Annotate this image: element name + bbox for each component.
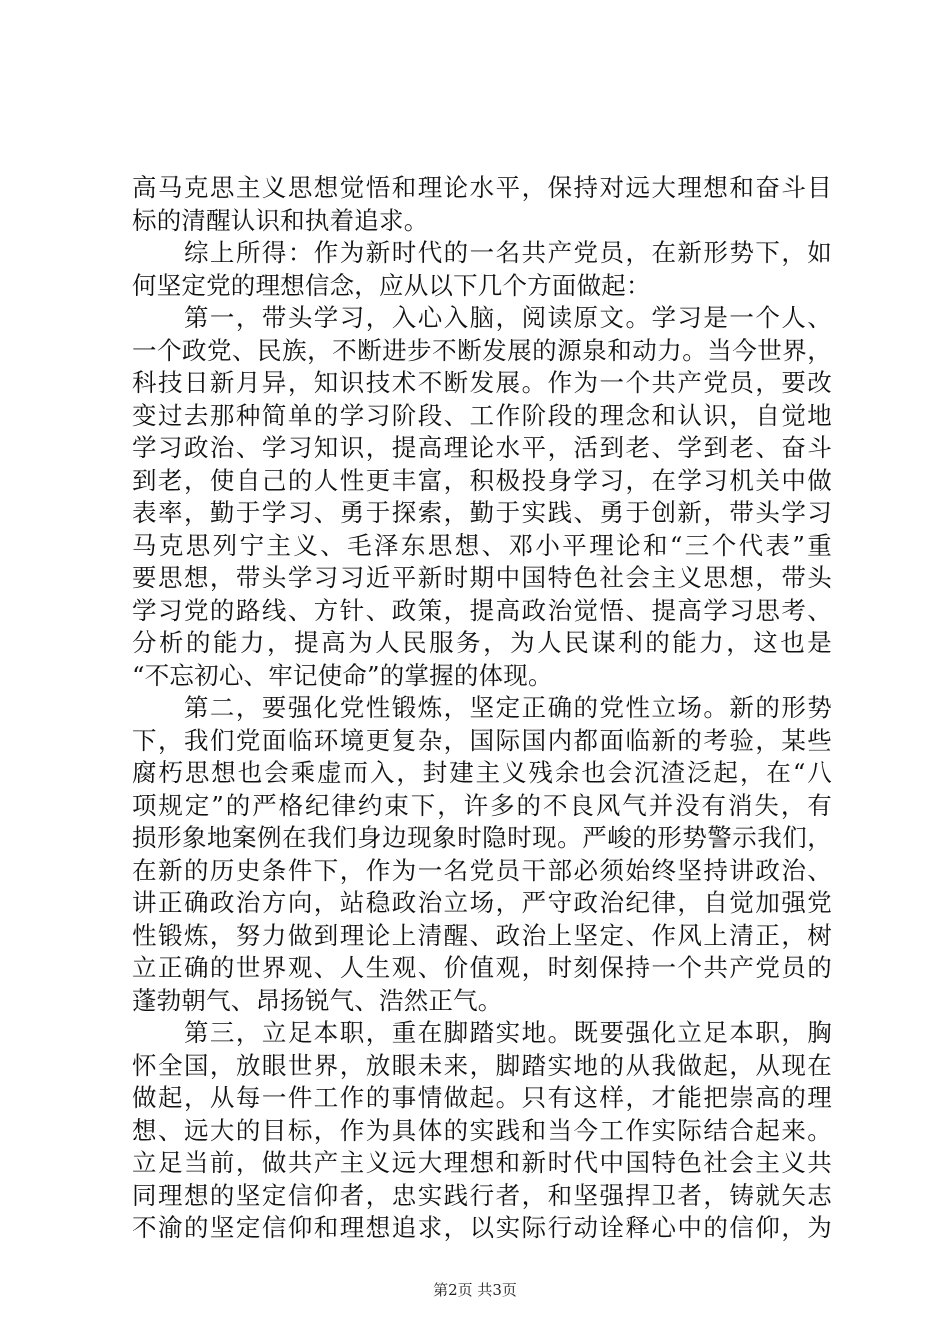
- text-line: 标的清醒认识和执着追求。: [132, 205, 429, 235]
- text-line: 第三，立足本职，重在脚踏实地。既要强化立足本职，胸: [132, 1018, 832, 1047]
- text-line: 科技日新月异，知识技术不断发展。作为一个共产党员，要改: [132, 368, 832, 397]
- text-line: 项规定”的严格纪律约束下，许多的不良风气并没有消失，有: [132, 790, 832, 820]
- text-line: 到老，使自己的人性更丰富，积极投身学习，在学习机关中做: [132, 465, 832, 495]
- text-line: 同理想的坚定信仰者，忠实践行者，和坚强捍卫者，铸就矢志: [132, 1180, 832, 1210]
- text-line: 立正确的世界观、人生观、价值观，时刻保持一个共产党员的: [132, 953, 832, 982]
- text-line: 性锻炼，努力做到理论上清醒、政治上坚定、作风上清正，树: [132, 920, 832, 950]
- document-body: [132, 172, 832, 1245]
- page-number: 第2页 共3页: [433, 1281, 517, 1299]
- text-line: 下，我们党面临环境更复杂，国际国内都面临新的考验，某些: [132, 725, 832, 755]
- text-line: 不渝的坚定信仰和理想追求，以实际行动诠释心中的信仰，为: [132, 1213, 832, 1242]
- text-line: 何坚定党的理想信念，应从以下几个方面做起：: [132, 270, 651, 300]
- text-line: 蓬勃朝气、昂扬锐气、浩然正气。: [132, 985, 503, 1015]
- text-line: 在新的历史条件下，作为一名党员干部必须始终坚持讲政治、: [132, 855, 832, 885]
- text-line: 损形象地案例在我们身边现象时隐时现。严峻的形势警示我们，: [132, 823, 832, 852]
- text-line: 高马克思主义思想觉悟和理论水平，保持对远大理想和奋斗目: [132, 173, 832, 202]
- text-line: 想、远大的目标，作为具体的实践和当今工作实际结合起来。: [132, 1115, 832, 1145]
- text-line: “不忘初心、牢记使命”的掌握的体现。: [132, 660, 553, 690]
- text-line: 腐朽思想也会乘虚而入，封建主义残余也会沉渣泛起，在“八: [132, 758, 832, 787]
- text-line: 学习政治、学习知识，提高理论水平，活到老、学到老、奋斗: [132, 433, 832, 462]
- text-line: 综上所得：作为新时代的一名共产党员，在新形势下，如: [132, 238, 832, 267]
- text-line: 分析的能力，提高为人民服务，为人民谋利的能力，这也是: [132, 628, 832, 657]
- text-line: 表率，勤于学习、勇于探索，勤于实践、勇于创新，带头学习: [132, 498, 832, 527]
- text-line: 怀全国，放眼世界，放眼未来，脚踏实地的从我做起，从现在: [132, 1050, 832, 1080]
- text-line: 第一，带头学习，入心入脑，阅读原文。学习是一个人、: [132, 303, 832, 332]
- text-line: 要思想，带头学习习近平新时期中国特色社会主义思想，带头: [132, 563, 832, 592]
- text-line: 做起，从每一件工作的事情做起。只有这样，才能把崇高的理: [132, 1083, 832, 1112]
- text-line: 变过去那种简单的学习阶段、工作阶段的理念和认识，自觉地: [132, 400, 832, 430]
- text-line: 学习党的路线、方针、政策，提高政治觉悟、提高学习思考、: [132, 595, 832, 625]
- text-line: 第二，要强化党性锻炼，坚定正确的党性立场。新的形势: [132, 693, 832, 722]
- page-footer: [0, 1280, 950, 1300]
- text-line: 讲正确政治方向，站稳政治立场，严守政治纪律，自觉加强党: [132, 888, 832, 917]
- text-line: 马克思列宁主义、毛泽东思想、邓小平理论和“三个代表”重: [132, 530, 832, 560]
- text-line: 立足当前，做共产主义远大理想和新时代中国特色社会主义共: [132, 1148, 832, 1177]
- text-line: 一个政党、民族，不断进步不断发展的源泉和动力。当今世界，: [132, 335, 832, 365]
